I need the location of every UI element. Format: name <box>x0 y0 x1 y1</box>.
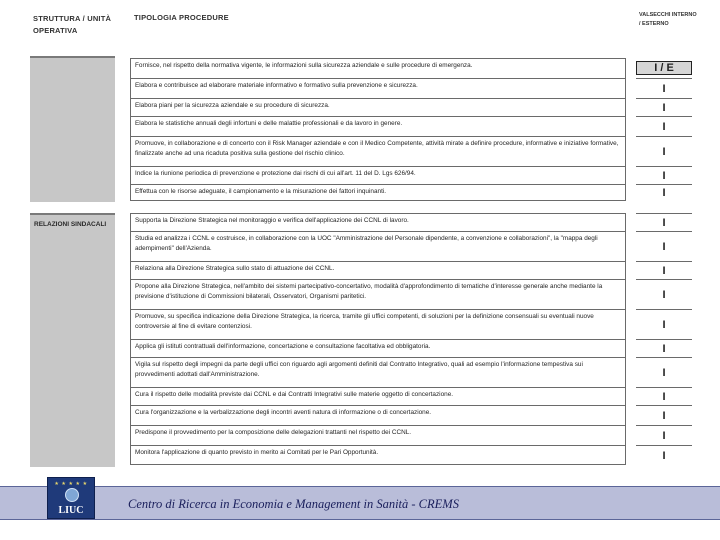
row-text: Studia ed analizza i CCNL e costruisce, in collaborazione con la UOC "Amministrazione del Personale dipendente, a convenzione e collaborazioni", la "mappa degli adempimenti" dell'Azienda. <box>135 235 598 252</box>
scope-cell: I <box>636 213 692 231</box>
row-text: Propone alla Direzione Strategica, nell'ambito dei sistemi partecipativo-concertativo, modalità d'approfondimento di tematiche d'interesse generale anche mediante la previsione d'istituzione di Commissioni bilaterali, Osservatori, Organismi paritetici. <box>135 283 603 300</box>
row-text: Indice la riunione periodica di prevenzione e protezione dai rischi di cui all'art. 11 del D. Lgs 626/94. <box>135 170 416 177</box>
row-text: Effettua con le risorse adeguate, il campionamento e la misurazione dei fattori inquinanti. <box>135 188 387 195</box>
row-text: Relaziona alla Direzione Strategica sullo stato di attuazione dei CCNL. <box>135 265 335 272</box>
table-row <box>130 78 626 98</box>
scope-cell: I <box>636 387 692 405</box>
scope-cell: I <box>636 425 692 445</box>
row-text: Applica gli istituti contrattuali dell'informazione, concertazione e consultazione facoltativa ed obbligatoria. <box>135 343 431 350</box>
scope-cell: I <box>636 309 692 339</box>
liuc-logo <box>47 477 95 519</box>
table-header <box>0 0 720 52</box>
section-label-block-2 <box>30 213 115 467</box>
scope-cell: I <box>636 357 692 387</box>
table-row <box>130 445 626 465</box>
table-row <box>130 425 626 445</box>
row-text: Elabora le statistiche annuali degli infortuni e delle malattie professionali e da lavoro in genere. <box>135 120 403 127</box>
table-row <box>130 261 626 279</box>
footer-bar <box>0 486 720 520</box>
row-text: Cura l'organizzazione e la verbalizzazione degli incontri aventi natura di informazione o di concertazione. <box>135 409 432 416</box>
scope-cell: I <box>636 184 692 201</box>
table-row <box>130 387 626 405</box>
scope-cell: I <box>636 98 692 116</box>
table-row <box>130 98 626 116</box>
table-row <box>130 357 626 387</box>
header-procedure-type-label: TIPOLOGIA PROCEDURE <box>134 13 229 22</box>
scope-cell: I <box>636 166 692 184</box>
scope-cell: I <box>636 116 692 136</box>
section-label-block-1 <box>30 56 115 202</box>
row-text: Elabora e contribuisce ad elaborare materiale informativo e formativo sulla prevenzione e sicurezza. <box>135 82 418 89</box>
scope-cell: I <box>636 405 692 425</box>
row-text: Vigila sul rispetto degli impegni da parte degli uffici con riguardo agli argomenti definiti dal Contratto Integrativo, quali ad esempio l'informazione tempestiva sui provvedimenti adottati dall'Amministrazione. <box>135 361 583 378</box>
header-internal-external-label: VALSECCHI INTERNO / ESTERNO <box>639 12 697 27</box>
scope-cell: I <box>636 231 692 261</box>
scope-cell: I <box>636 78 692 98</box>
row-text: Fornisce, nel rispetto della normativa vigente, le informazioni sulla sicurezza aziendale e sulle procedure di emergenza. <box>135 62 473 69</box>
scope-cell: I / E <box>636 61 692 75</box>
table-row <box>130 405 626 425</box>
table-row <box>130 213 626 231</box>
row-text: Supporta la Direzione Strategica nel monitoraggio e verifica dell'applicazione dei CCNL di lavoro. <box>135 217 409 224</box>
table-row <box>130 309 626 339</box>
scope-cell: I <box>636 261 692 279</box>
table-row <box>130 166 626 184</box>
stars-icon: ★ ★ ★ ★ ★ <box>54 481 88 487</box>
scope-cell: I <box>636 339 692 357</box>
globe-icon <box>65 488 79 502</box>
table-row <box>130 339 626 357</box>
row-text: Promuove, in collaborazione e di concerto con il Risk Manager aziendale e con il Medico Competente, attività mirate a definire procedure, informative e iniziative formative, finalizzate anche ad una ricaduta positiva sulla gestione del rischio clinico. <box>135 140 619 157</box>
row-text: Promuove, su specifica indicazione della Direzione Strategica, la ricerca, tramite gli uffici competenti, di soluzioni per la definizione consensuali su eventuali nuove controversie al fine di evitare contenziosi. <box>135 313 594 330</box>
scope-cell: I <box>636 445 692 465</box>
scope-cell: I <box>636 279 692 309</box>
table-row <box>130 136 626 166</box>
footer-text: Centro di Ricerca in Economia e Management in Sanità - CREMS <box>128 497 459 511</box>
table-row <box>130 184 626 201</box>
scope-cell: I <box>636 136 692 166</box>
table-row <box>130 58 626 78</box>
row-text: Elabora piani per la sicurezza aziendale e su procedure di sicurezza. <box>135 102 330 109</box>
header-structure-label: STRUTTURA / UNITÀ OPERATIVA <box>33 14 112 35</box>
table-row <box>130 116 626 136</box>
row-text: Cura il rispetto delle modalità previste dai CCNL e dai Contratti Integrativi sulle materie oggetto di concertazione. <box>135 391 454 398</box>
row-text: Predispone il provvedimento per la composizione delle delegazioni trattanti nel rispetto dei CCNL. <box>135 429 412 436</box>
section-label-text: RELAZIONI SINDACALI <box>34 221 107 228</box>
logo-text: LIUC <box>58 505 84 516</box>
table-row <box>130 279 626 309</box>
row-text: Monitora l'applicazione di quanto previsto in merito ai Comitati per le Pari Opportunità. <box>135 449 379 456</box>
table-row <box>130 231 626 261</box>
